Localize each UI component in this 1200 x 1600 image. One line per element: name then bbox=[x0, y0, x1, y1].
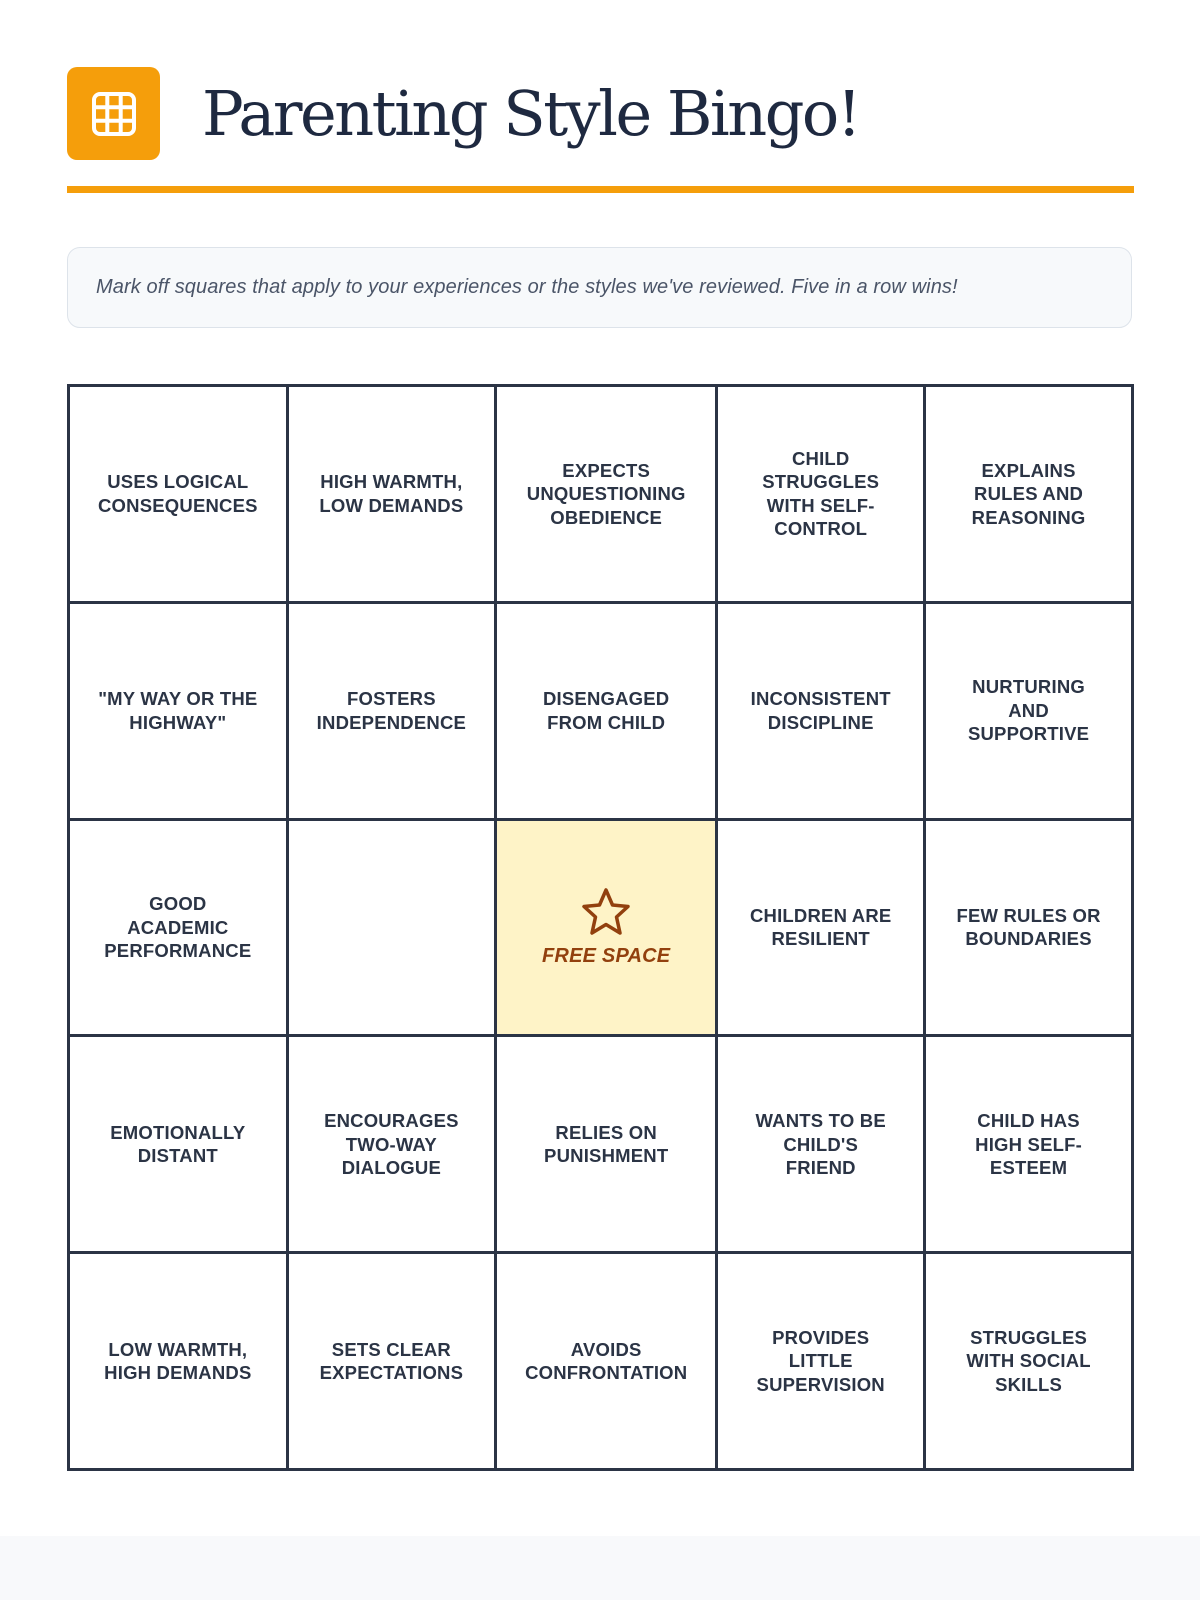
bingo-cell-label: WANTS TO BE CHILD'S FRIEND bbox=[755, 1110, 886, 1179]
bingo-cell[interactable] bbox=[70, 1254, 289, 1471]
bingo-cell-label: LOW WARMTH, HIGH DEMANDS bbox=[104, 1338, 252, 1384]
bingo-cell[interactable] bbox=[926, 821, 1134, 1038]
header bbox=[67, 67, 1134, 160]
bingo-cell[interactable] bbox=[718, 821, 926, 1038]
bingo-cell-label: CHILD STRUGGLES WITH SELF-CONTROL bbox=[762, 447, 880, 540]
bingo-cell[interactable] bbox=[289, 387, 497, 604]
bingo-cell-label: RELIES ON PUNISHMENT bbox=[544, 1121, 669, 1167]
footer-band bbox=[0, 1536, 1200, 1600]
bingo-cell-label: GOOD ACADEMIC PERFORMANCE bbox=[104, 893, 252, 962]
bingo-cell-label: CHILDREN ARE RESILIENT bbox=[749, 904, 892, 950]
bingo-cell[interactable] bbox=[718, 1037, 926, 1254]
bingo-cell-label: HIGH WARMTH, LOW DEMANDS bbox=[319, 471, 464, 516]
instructions-text: Mark off squares that apply to your experiences or the styles we've reviewed. Five in a row wins! bbox=[96, 276, 958, 298]
bingo-cell[interactable] bbox=[497, 1254, 718, 1471]
grid-icon bbox=[91, 91, 137, 137]
bingo-cell-label: EXPECTS UNQUESTIONING OBEDIENCE bbox=[526, 459, 686, 528]
bingo-cell[interactable] bbox=[70, 604, 289, 821]
bingo-cell[interactable] bbox=[70, 821, 289, 1038]
bingo-cell-label: EMOTIONALLY DISTANT bbox=[110, 1121, 246, 1167]
instructions-box bbox=[67, 247, 1132, 328]
bingo-cell[interactable] bbox=[926, 387, 1134, 604]
bingo-cell-label: CHILD HAS HIGH SELF-ESTEEM bbox=[975, 1110, 1082, 1179]
bingo-cell[interactable] bbox=[497, 1037, 718, 1254]
bingo-cell[interactable] bbox=[718, 387, 926, 604]
bingo-cell[interactable] bbox=[926, 1254, 1134, 1471]
bingo-cell-label: EXPLAINS RULES AND REASONING bbox=[971, 459, 1086, 528]
logo-badge bbox=[67, 67, 160, 160]
bingo-cell-label: STRUGGLES WITH SOCIAL SKILLS bbox=[966, 1326, 1091, 1395]
bingo-cell-label: ENCOURAGES TWO-WAY DIALOGUE bbox=[324, 1110, 459, 1179]
bingo-cell-label: NURTURING AND SUPPORTIVE bbox=[967, 676, 1090, 745]
free-space-label: FREE SPACE bbox=[542, 944, 671, 967]
bingo-cell-label: FEW RULES OR BOUNDARIES bbox=[956, 904, 1101, 950]
free-space-cell[interactable] bbox=[497, 821, 718, 1038]
bingo-cell[interactable] bbox=[497, 604, 718, 821]
bingo-cell-label: "MY WAY OR THE HIGHWAY" bbox=[98, 688, 258, 733]
bingo-cell[interactable] bbox=[289, 604, 497, 821]
bingo-cell[interactable] bbox=[497, 387, 718, 604]
bingo-cell-label: PROVIDES LITTLE SUPERVISION bbox=[756, 1326, 885, 1395]
bingo-cell-label: INCONSISTENT DISCIPLINE bbox=[750, 688, 891, 733]
bingo-cell-label: FOSTERS INDEPENDENCE bbox=[316, 688, 467, 733]
bingo-cell[interactable] bbox=[289, 821, 497, 1038]
bingo-cell[interactable] bbox=[718, 604, 926, 821]
title-underline bbox=[67, 186, 1134, 193]
bingo-cell[interactable] bbox=[70, 1037, 289, 1254]
star-icon bbox=[580, 887, 632, 937]
bingo-cell-label: AVOIDS CONFRONTATION bbox=[525, 1338, 688, 1384]
bingo-cell[interactable] bbox=[718, 1254, 926, 1471]
bingo-cell[interactable] bbox=[926, 1037, 1134, 1254]
bingo-cell-label: DISENGAGED FROM CHILD bbox=[542, 688, 670, 733]
bingo-cell[interactable] bbox=[289, 1037, 497, 1254]
bingo-cell-label: USES LOGICAL CONSEQUENCES bbox=[98, 471, 258, 516]
bingo-cell[interactable] bbox=[70, 387, 289, 604]
page-title: Parenting Style Bingo! bbox=[202, 77, 860, 150]
bingo-board bbox=[67, 384, 1134, 1471]
bingo-cell[interactable] bbox=[289, 1254, 497, 1471]
bingo-cell[interactable] bbox=[926, 604, 1134, 821]
bingo-cell-label: SETS CLEAR EXPECTATIONS bbox=[319, 1338, 464, 1384]
